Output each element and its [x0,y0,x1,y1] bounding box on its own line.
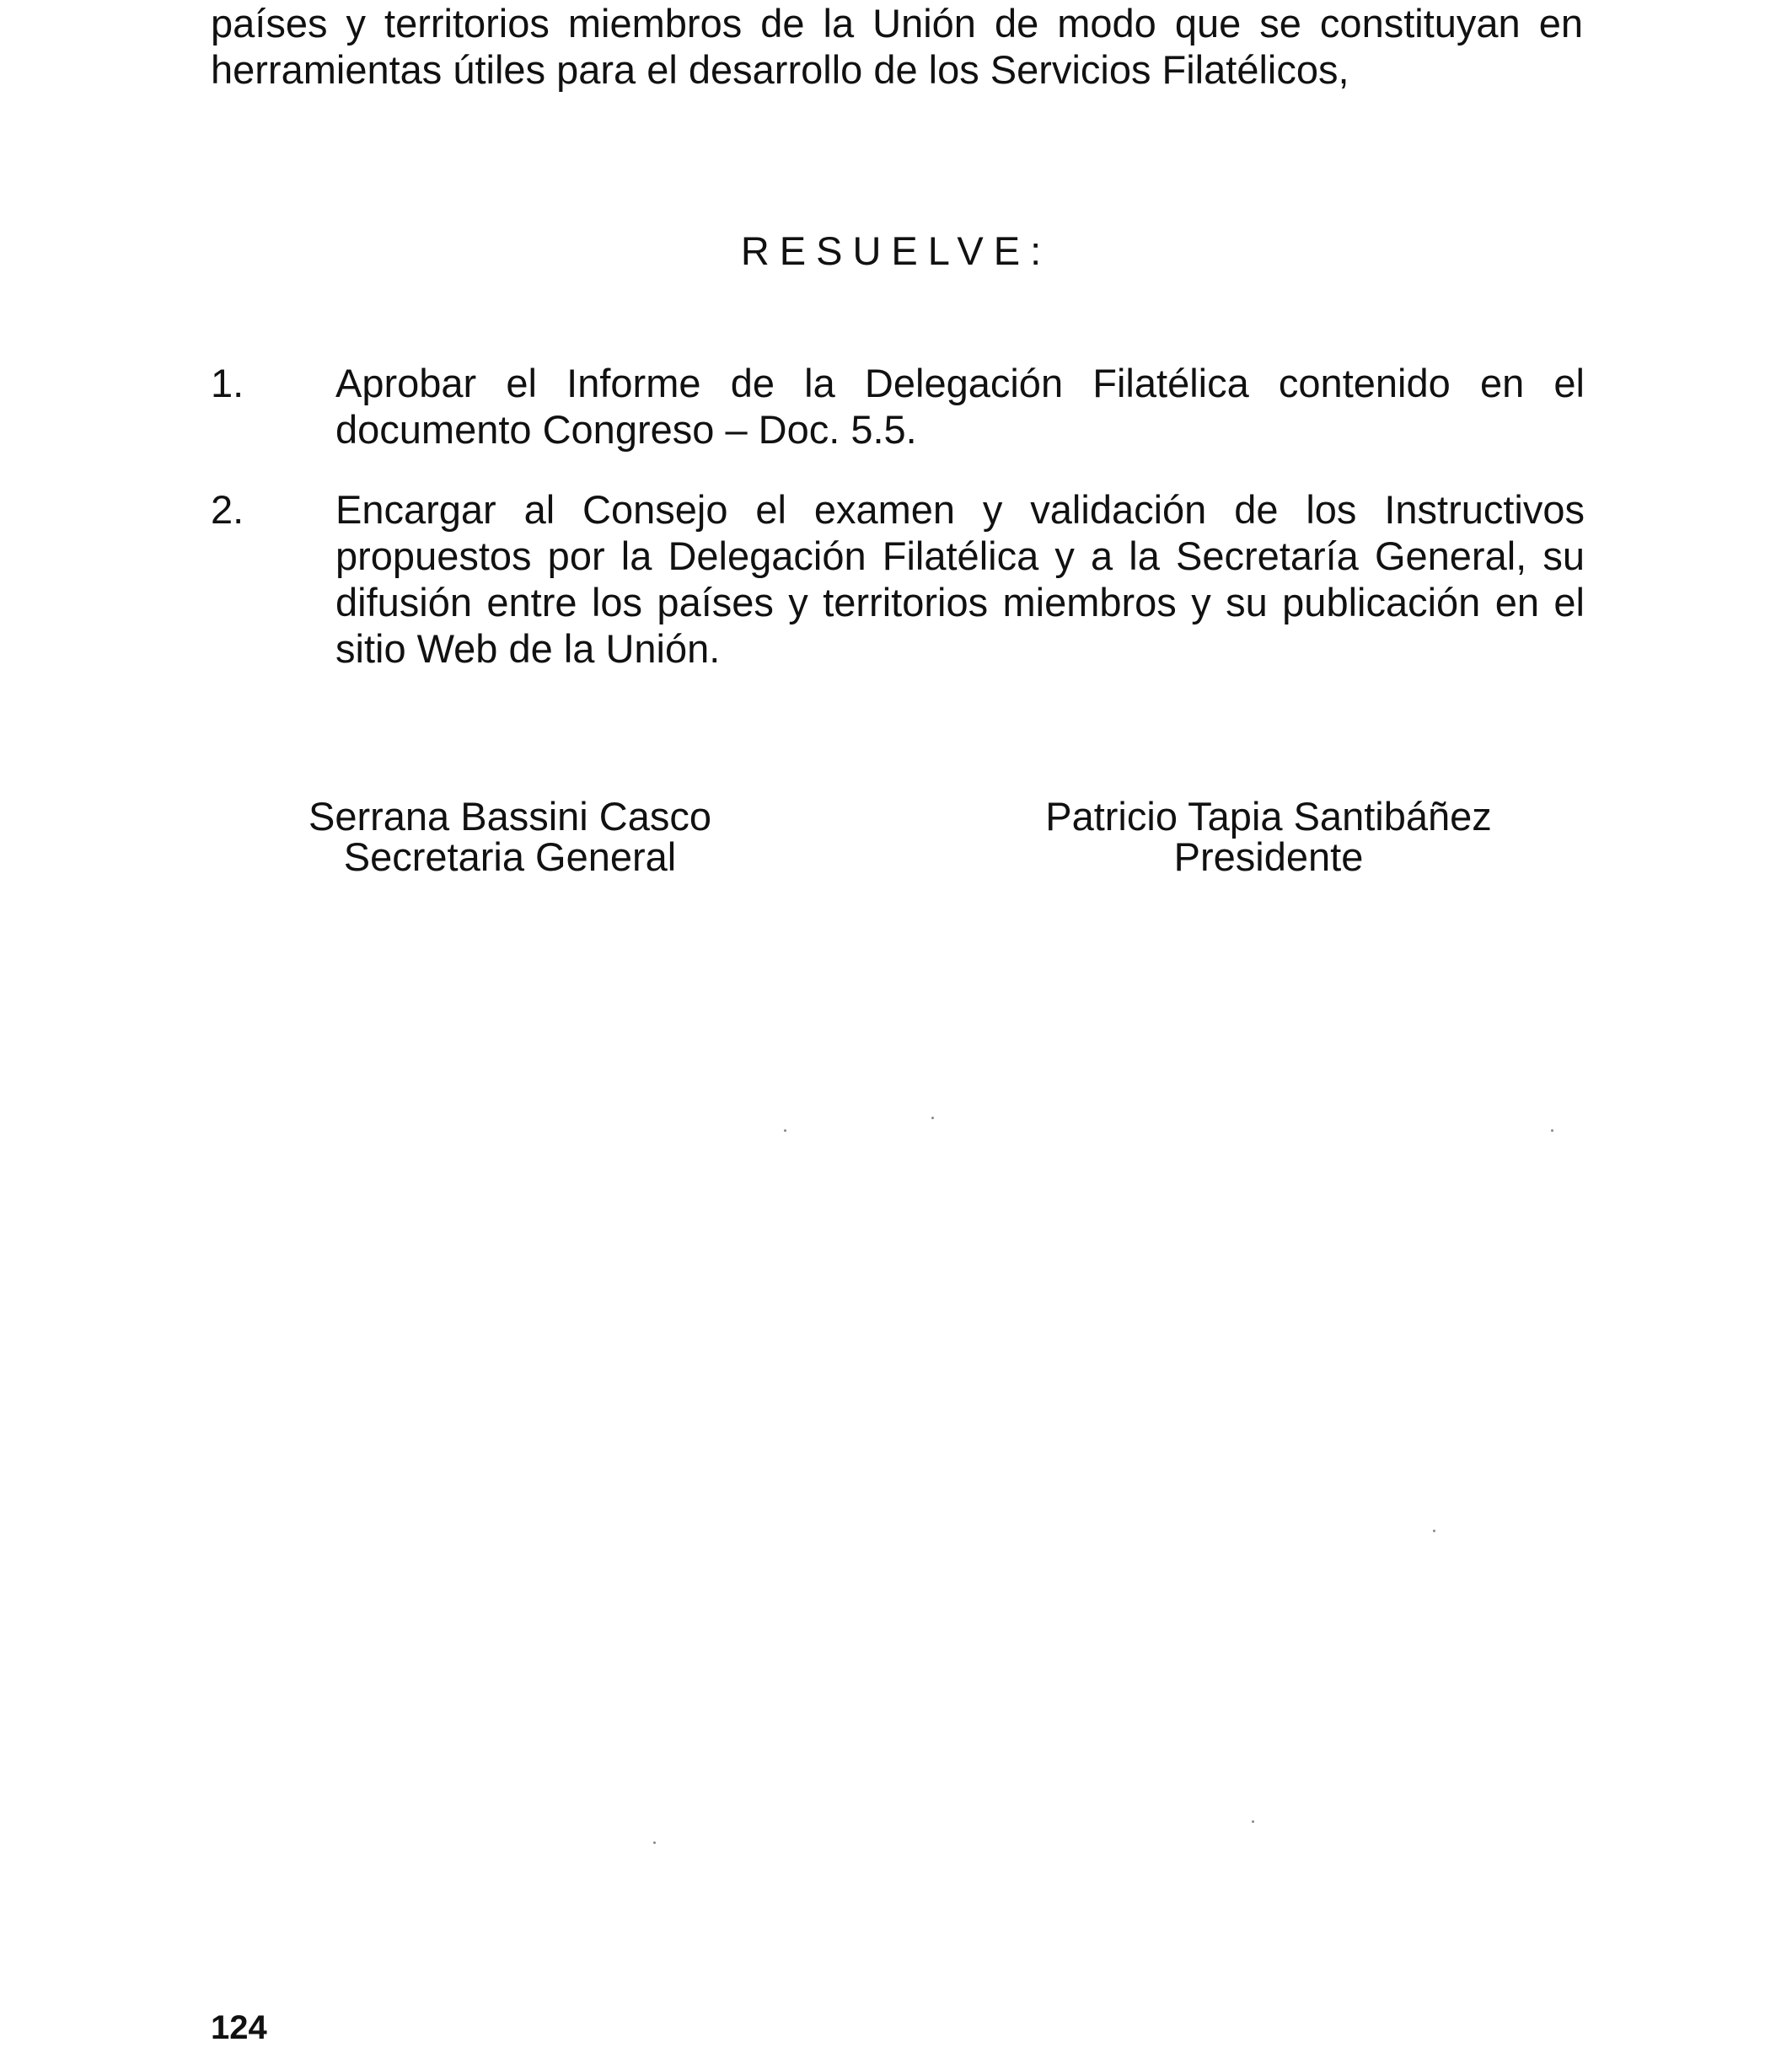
scan-speck [1433,1530,1435,1532]
signature-block-secretary [295,796,725,877]
intro-line-1: países y territorios miembros de la Unión de modo que se constituyan en [211,1,1583,46]
signatory-name: Patricio Tapia Santibáñez [1045,794,1492,839]
scan-speck [1551,1129,1553,1132]
intro-paragraph [211,0,1583,93]
scan-speck [784,1129,786,1132]
page-number: 124 [211,2009,267,2046]
intro-line-2: herramientas útiles para el desarrollo de los Servicios Filatélicos, [211,47,1349,92]
item-number: 1. [211,361,244,405]
signatory-name: Serrana Bassini Casco [308,794,712,839]
item-text: Encargar al Consejo el examen y validación de los Instructivos propuestos por la Delegación Filatélica y a la Secretaría General, su difusión entre los países y territorios miembros y su publicación en el sitio Web de la Unión. [335,487,1585,671]
signatory-role: Presidente [1173,834,1364,879]
signature-block-president [1033,796,1505,877]
resolution-heading: RESUELVE: [740,228,1052,273]
scan-speck [931,1117,934,1119]
signatory-role: Secretaria General [343,834,677,879]
scan-speck [653,1841,656,1844]
scan-speck [1252,1820,1254,1823]
item-number: 2. [211,487,244,532]
item-text: Aprobar el Informe de la Delegación Filatélica contenido en el documento Congreso – Doc. 5.5. [335,361,1585,452]
